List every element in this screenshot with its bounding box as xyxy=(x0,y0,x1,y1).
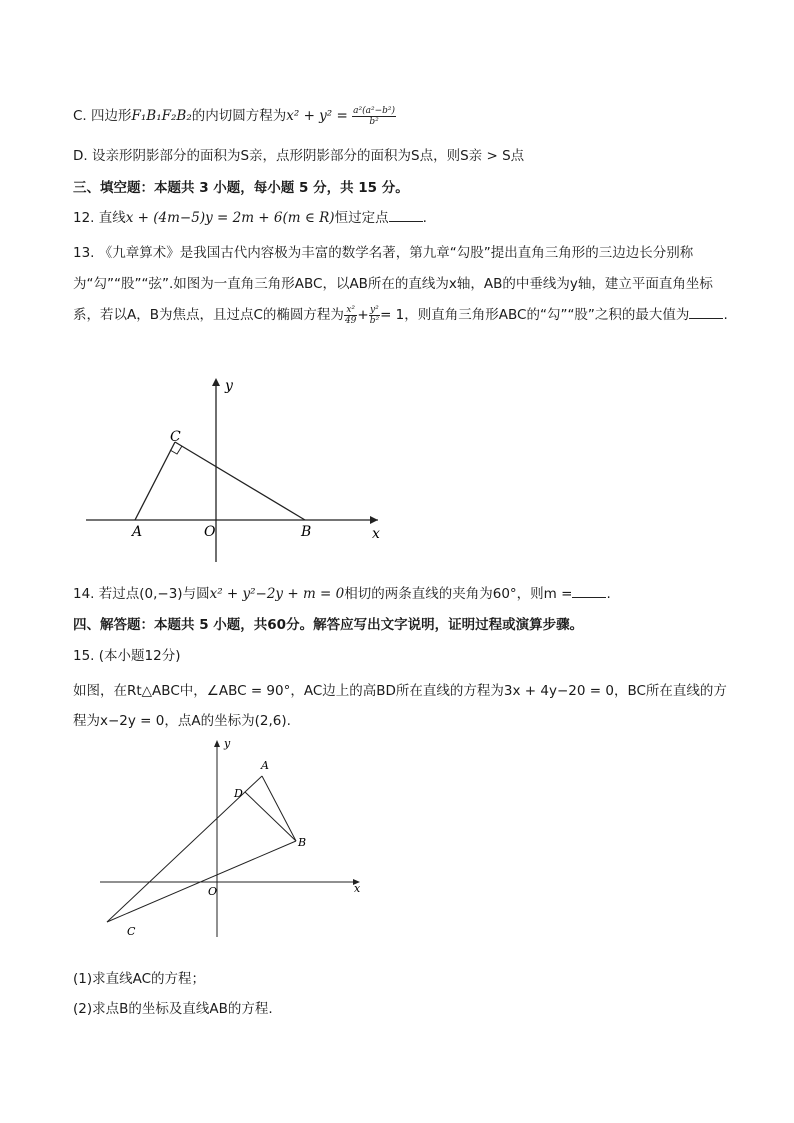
figure-1-triangle xyxy=(80,372,390,567)
section3-header: 三、填空题：本题共 3 小题，每小题 5 分，共 15 分。 xyxy=(73,180,409,196)
question-13 xyxy=(73,238,734,331)
fig2-label-d: D xyxy=(234,787,243,800)
fig2-label-o: O xyxy=(208,885,218,898)
fig2-line-ab xyxy=(262,776,296,841)
fig1-label-o: O xyxy=(204,524,216,540)
q13-frac2 xyxy=(369,305,380,326)
fig1-label-a: A xyxy=(132,524,143,540)
q13-frac2-num: y² xyxy=(370,304,379,315)
q12-after: 恒过定点 xyxy=(334,210,389,226)
fig2-label-y: y xyxy=(224,737,231,750)
option-c-fraction xyxy=(352,106,396,127)
q13-frac1-den: 49 xyxy=(344,315,357,326)
option-c xyxy=(73,104,396,127)
option-c-prefix: C. 四边形 xyxy=(73,108,132,124)
option-c-middle: 的内切圆方程为 xyxy=(191,108,287,124)
q15-title: 15. (本小题12分) xyxy=(73,648,181,664)
q13-frac2-den: b² xyxy=(369,315,380,326)
q14-end: . xyxy=(606,586,611,602)
option-c-lhs: x² + y² = xyxy=(286,108,348,124)
option-c-frac-num: a²(a²−b²) xyxy=(353,105,395,116)
option-c-frac-den: b² xyxy=(369,116,379,127)
fig2-label-c: C xyxy=(127,925,136,938)
q13-plus: + xyxy=(357,307,369,323)
question-14 xyxy=(73,582,611,602)
fig1-label-y: y xyxy=(225,378,233,394)
q12-equation: x + (4m−5)y = 2m + 6(m ∈ R) xyxy=(125,210,335,226)
q15-sub-1: (1)求直线AC的方程； xyxy=(73,971,206,987)
q13-part2: = 1，则直角三角形ABC的“勾”“股”之积的最大值为 xyxy=(380,307,690,323)
q13-frac1 xyxy=(344,305,357,326)
fig2-label-a: A xyxy=(261,759,269,772)
fig1-label-x: x xyxy=(372,526,380,542)
section4-header: 四、解答题：本题共 5 小题，共60分。解答应写出文字说明，证明过程或演算步骤。 xyxy=(73,617,584,633)
q13-part1: 13. 《九章算术》是我国古代内容极为丰富的数学名著，第九章“勾股”提出直角三角形的三边边长分别称为“勾”“股”“弦”.如图为一直角三角形ABC，以AB所在的直线为x轴，AB的中垂线为y轴，建立平面直角坐标系，若以A，B为焦点，且过点C的椭圆方程为 xyxy=(73,245,713,323)
fig2-label-x: x xyxy=(354,882,361,895)
q12-before: 12. 直线 xyxy=(73,210,126,226)
q13-frac1-num: x² xyxy=(344,305,357,316)
q14-after: 相切的两条直线的夹角为60°，则m = xyxy=(344,586,573,602)
fig2-line-bd xyxy=(245,792,296,841)
q12-answer-blank xyxy=(389,209,423,222)
fig1-label-b: B xyxy=(301,524,312,540)
question-12 xyxy=(73,206,427,226)
fig2-y-arrow xyxy=(214,740,220,747)
q14-equation: x² + y²−2y + m = 0 xyxy=(209,586,345,602)
fig1-side-cb xyxy=(175,442,305,520)
q14-answer-blank xyxy=(572,585,606,598)
figure-2-triangle xyxy=(95,732,375,942)
q13-end: . xyxy=(723,307,728,323)
fig1-y-arrow xyxy=(212,378,220,386)
fig1-label-c: C xyxy=(170,429,181,445)
q14-before: 14. 若过点(0,−3)与圆 xyxy=(73,586,210,602)
q13-answer-blank xyxy=(689,306,723,319)
fig1-side-ac xyxy=(135,442,175,520)
option-c-quad: F₁B₁F₂B₂ xyxy=(131,108,192,124)
q15-body: 如图，在Rt△ABC中，∠ABC = 90°，AC边上的高BD所在直线的方程为3x + 4y−20 = 0，BC所在直线的方程为x−2y = 0，点A的坐标为(2,6). xyxy=(73,683,727,729)
q15-sub-2: (2)求点B的坐标及直线AB的方程. xyxy=(73,1001,273,1017)
fig1-x-arrow xyxy=(370,516,378,524)
fig2-label-b: B xyxy=(298,836,307,849)
option-d: D. 设亲形阴影部分的面积为S亲，点形阴影部分的面积为S点，则S亲 > S点 xyxy=(73,148,525,164)
q12-end: . xyxy=(422,210,427,226)
